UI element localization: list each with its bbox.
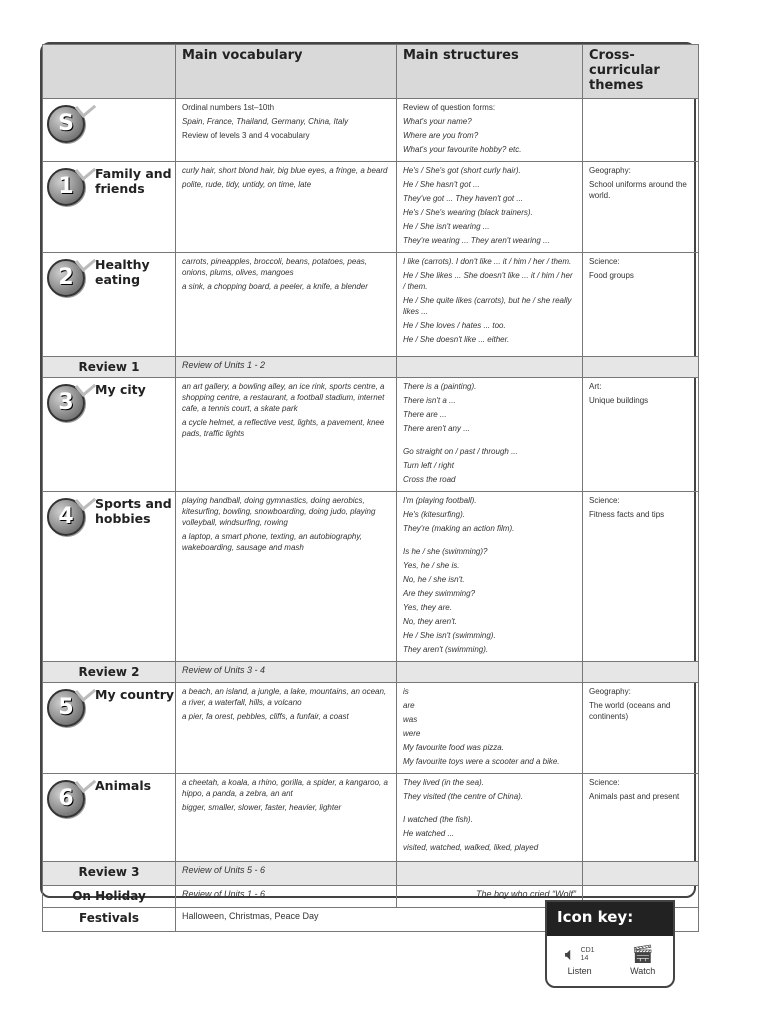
holiday-label: On Holiday [43,886,176,908]
structure-line: They're wearing ... They aren't wearing ... [403,236,550,245]
structure-line: What's your name? [403,117,472,126]
unit-row [43,99,699,162]
unit-number-badge: 3 [47,384,85,422]
vocabulary-cell [176,99,397,162]
unit-cell [43,99,176,162]
structure-line: Cross the road [403,475,456,484]
unit-cell [43,162,176,253]
structure-line: No, he / she isn't. [403,575,465,584]
structures-cell [397,253,583,357]
structure-line: There are ... [403,410,447,419]
unit-row [43,492,699,662]
unit-number-badge: S [47,105,85,143]
structures-cell [397,774,583,862]
structure-line: He's / She's got (short curly hair). [403,166,521,175]
review-text: Review of Units 1 - 2 [176,357,397,378]
structure-line: Go straight on / past / through ... [403,447,518,456]
review-label: Review 2 [43,662,176,683]
holiday-text: Review of Units 1 - 6 [176,886,397,908]
structures-cell [397,378,583,492]
structure-line: was [403,715,418,724]
cd-label: CD1 [580,947,595,955]
vocabulary-line: an art gallery, a bowling alley, an ice rink, sports centre, a shopping centre, a restaurant, a football stadium, internet cafe, a tennis court, a skate park [182,382,385,413]
structure-line: They've got ... They haven't got ... [403,194,524,203]
header-themes: Cross-curricular themes [583,45,699,99]
theme-line: Art: [589,382,602,391]
vocabulary-line: polite, rude, tidy, untidy, on time, late [182,180,312,189]
listen-key [565,942,595,976]
holiday-story: The boy who cried “Wolf” [397,886,583,908]
review-blank [397,357,583,378]
unit-number-badge: 2 [47,259,85,297]
theme-line: Science: [589,257,620,266]
unit-name: Healthy eating [95,257,150,287]
vocabulary-cell [176,492,397,662]
structure-line: Yes, they are. [403,603,452,612]
review-text: Review of Units 5 - 6 [176,862,397,886]
themes-cell [583,99,699,162]
festivals-text: Halloween, Christmas, Peace Day [176,908,699,932]
structure-line: He / She isn't (swimming). [403,631,496,640]
structure-line: They're (making an action film). [403,524,515,533]
structure-line: He / She loves / hates ... too. [403,321,506,330]
vocabulary-line: curly hair, short blond hair, big blue eyes, a fringe, a beard [182,166,388,175]
themes-cell [583,492,699,662]
unit-cell [43,774,176,862]
structures-cell [397,683,583,774]
structure-line: I like (carrots). I don't like ... it / him / her / them. [403,257,572,266]
unit-row [43,378,699,492]
spacer [403,437,576,446]
unit-name: My country [95,687,175,702]
theme-line: The world (oceans and continents) [589,701,671,721]
structure-line: He's (kitesurfing). [403,510,465,519]
theme-line: Science: [589,496,620,505]
structure-line: He / She quite likes (carrots), but he / she really likes ... [403,296,572,316]
theme-line: Unique buildings [589,396,649,405]
structure-line: Where are you from? [403,131,479,140]
review-blank [397,662,583,683]
structure-line: He / She hasn't got ... [403,180,480,189]
structure-line: visited, watched, walked, liked, played [403,843,539,852]
watch-key [630,942,655,976]
unit-cell [43,492,176,662]
track-number: 14 [580,955,589,963]
unit-cell [43,683,176,774]
review-row [43,862,699,886]
structure-line: He / She likes ... She doesn't like ... it / him / her / them. [403,271,573,291]
unit-row [43,162,699,253]
header-blank [43,45,176,99]
vocabulary-line: a sink, a chopping board, a peeler, a knife, a blender [182,282,368,291]
structure-line: They visited (the centre of China). [403,792,524,801]
vocabulary-line: playing handball, doing gymnastics, doing aerobics, kitesurfing, bowling, snowboarding, doing judo, playing volleyball, windsurfing, rowing [182,496,376,527]
structure-line: What's your favourite hobby? etc. [403,145,522,154]
vocabulary-cell [176,162,397,253]
theme-line: Animals past and present [589,792,680,801]
themes-cell [583,683,699,774]
unit-number-badge: 6 [47,780,85,818]
review-row [43,662,699,683]
unit-name: Sports and hobbies [95,496,172,526]
unit-row [43,253,699,357]
unit-number-badge: 5 [47,689,85,727]
structure-line: He / She isn't wearing ... [403,222,490,231]
structure-line: are [403,701,415,710]
watch-label: Watch [630,966,656,976]
unit-row [43,683,699,774]
structure-line: I'm (playing football). [403,496,477,505]
unit-number-badge: 4 [47,498,85,536]
structure-line: He / She doesn't like ... either. [403,335,510,344]
structure-line: Review of question forms: [403,103,496,112]
unit-name: Family and friends [95,166,172,196]
structure-line: Yes, he / she is. [403,561,460,570]
structure-line: were [403,729,421,738]
review-blank [397,862,583,886]
review-blank [583,357,699,378]
vocabulary-cell [176,683,397,774]
spacer [403,537,576,546]
unit-row [43,774,699,862]
themes-cell [583,162,699,253]
vocabulary-line: a cheetah, a koala, a rhino, gorilla, a spider, a kangaroo, a hippo, a panda, a zebra, an ant [182,778,388,798]
structures-cell [397,99,583,162]
structure-line: He's / She's wearing (black trainers). [403,208,533,217]
structure-line: My favourite food was pizza. [403,743,504,752]
themes-cell [583,774,699,862]
structure-line: is [403,687,409,696]
structure-line: There aren't any ... [403,424,470,433]
clapperboard-icon: 🎬︎ [631,944,655,964]
review-label: Review 3 [43,862,176,886]
vocabulary-line: a pier, fa orest, pebbles, cliffs, a funfair, a coast [182,712,349,721]
theme-line: Fitness facts and tips [589,510,665,519]
unit-name: Animals [95,778,152,793]
vocabulary-cell [176,253,397,357]
structure-line: He watched ... [403,829,455,838]
vocabulary-line: bigger, smaller, slower, faster, heavier, lighter [182,803,342,812]
review-blank [583,862,699,886]
vocabulary-cell [176,378,397,492]
structure-line: There isn't a ... [403,396,456,405]
vocabulary-line: a beach, an island, a jungle, a lake, mountains, an ocean, a river, a waterfall, hills, a volcano [182,687,387,707]
themes-cell [583,378,699,492]
listen-label: Listen [567,966,592,976]
vocabulary-line: Review of levels 3 and 4 vocabulary [182,131,310,140]
header-structures: Main structures [397,45,583,99]
icon-key [545,900,675,988]
vocabulary-line: Spain, France, Thailand, Germany, China, Italy [182,117,349,126]
structures-cell [397,162,583,253]
review-text: Review of Units 3 - 4 [176,662,397,683]
review-blank [583,662,699,683]
spacer [403,805,576,814]
structure-line: There is a (painting). [403,382,477,391]
theme-line: Science: [589,778,620,787]
structure-line: They aren't (swimming). [403,645,489,654]
unit-cell [43,253,176,357]
structure-line: No, they aren't. [403,617,457,626]
theme-line: Geography: [589,166,631,175]
speaker-icon: 🔈︎ [564,944,576,964]
header-row [43,45,699,99]
vocabulary-line: a laptop, a smart phone, texting, an autobiography, wakeboarding, sausage and mash [182,532,362,552]
themes-cell [583,253,699,357]
vocabulary-cell [176,774,397,862]
structure-line: Turn left / right [403,461,454,470]
structure-line: Is he / she (swimming)? [403,547,488,556]
theme-line: Geography: [589,687,631,696]
unit-name: My city [95,382,146,397]
unit-cell [43,378,176,492]
structure-line: My favourite toys were a scooter and a bike. [403,757,560,766]
structures-cell [397,492,583,662]
structure-line: Are they swimming? [403,589,476,598]
structure-line: They lived (in the sea). [403,778,484,787]
header-vocabulary: Main vocabulary [176,45,397,99]
vocabulary-line: a cycle helmet, a reflective vest, lights, a pavement, knee pads, traffic lights [182,418,385,438]
vocabulary-line: Ordinal numbers 1st–10th [182,103,275,112]
review-label: Review 1 [43,357,176,378]
structure-line: I watched (the fish). [403,815,473,824]
festivals-label: Festivals [43,908,176,932]
vocabulary-line: carrots, pineapples, broccoli, beans, potatoes, peas, onions, plums, olives, mangoes [182,257,367,277]
review-row [43,357,699,378]
unit-number-badge: 1 [47,168,85,206]
theme-line: School uniforms around the world. [589,180,687,200]
theme-line: Food groups [589,271,634,280]
icon-key-title: Icon key: [547,902,673,936]
